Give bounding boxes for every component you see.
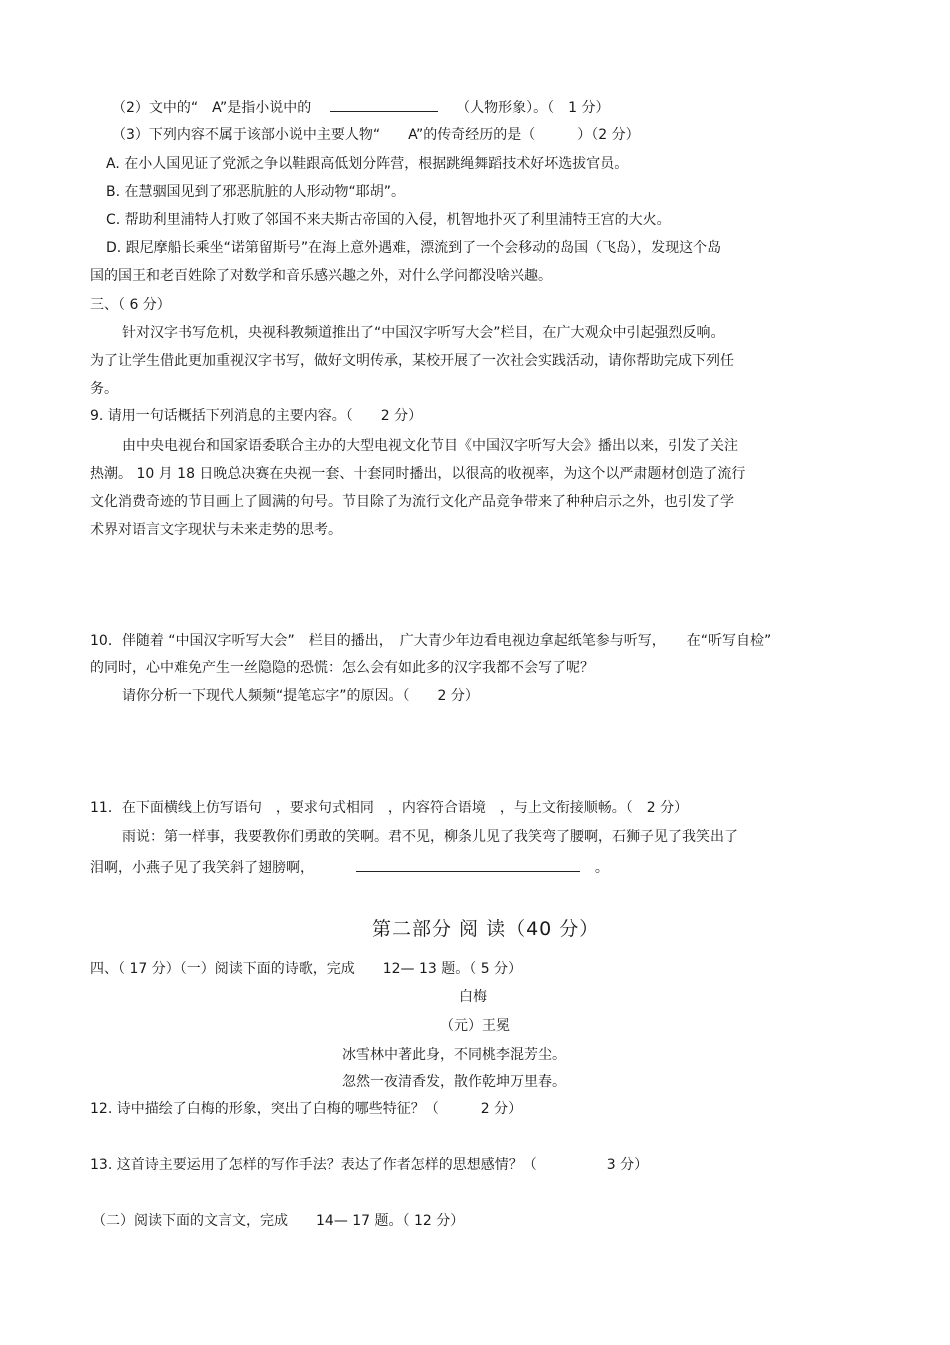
poem-line2: 忽然一夜清香发，散作乾坤万里春。 (342, 1074, 566, 1090)
section3-title: 三、（ 6 分） (90, 297, 171, 313)
q8-option-b: B. 在慧骃国见到了邪恶肮脏的人形动物“耶胡”。 (106, 184, 406, 200)
q11-title: 11．在下面横线上仿写语句 ，要求句式相同 ，内容符合语境 ，与上文衔接顺畅。（ 2 分） (90, 800, 689, 816)
q9-title: 9. 请用一句话概括下列消息的主要内容。（ 2 分） (90, 408, 423, 424)
q13-title: 13. 这首诗主要运用了怎样的写作手法？表达了作者怎样的思想感情？（ 3 分） (90, 1157, 649, 1173)
answer-blank[interactable] (330, 97, 438, 112)
section3-intro-line1: 针对汉字书写危机，央视科教频道推出了“中国汉字听写大会”栏目，在广大观众中引起强烈反响。 (122, 325, 725, 341)
q11-text-line2 (90, 857, 609, 878)
part2-heading: 第二部分 阅 读（40 分） (372, 918, 600, 940)
answer-blank[interactable] (356, 857, 580, 872)
q12-title: 12. 诗中描绘了白梅的形象，突出了白梅的哪些特征？（ 2 分） (90, 1101, 523, 1117)
q8-option-d-line1: D. 跟尼摩船长乘坐“诺第留斯号”在海上意外遇难，漂流到了一个会移动的岛国（飞岛），发现这个岛 (106, 240, 722, 256)
q8-sub2-prefix: （2）文中的“ A”是指小说中的 (112, 100, 312, 116)
q10-line3: 请你分析一下现代人频频“提笔忘字”的原因。（ 2 分） (122, 688, 479, 704)
q8-option-d-line2: 国的国王和老百姓除了对数学和音乐感兴趣之外，对什么学问都没啥兴趣。 (90, 268, 552, 284)
q11-end-punct: 。 (594, 860, 609, 876)
q11-text-line1: 雨说：第一样事，我要教你们勇敢的笑啊。君不见，柳条儿见了我笑弯了腰啊，石狮子见了我笑出了 (122, 829, 738, 845)
q8-sub3: （3）下列内容不属于该部小说中主要人物“ A”的传奇经历的是（ ）（2 分） (112, 127, 640, 143)
poem-author: （元）王冕 (440, 1018, 510, 1034)
q9-text-line1: 由中央电视台和国家语委联合主办的大型电视文化节目《中国汉字听写大会》播出以来，引发了关注 (122, 438, 738, 454)
q9-text-line4: 术界对语言文字现状与未来走势的思考。 (90, 522, 342, 538)
section3-intro-line2: 为了让学生借此更加重视汉字书写，做好文明传承，某校开展了一次社会实践活动，请你帮助完成下列任 (90, 353, 734, 369)
q8-sub2 (112, 97, 610, 118)
q9-text-line2: 热潮。 10 月 18 日晚总决赛在央视一套、十套同时播出，以很高的收视率，为这个以严肃题材创造了流行 (90, 466, 746, 482)
poem-line1: 冰雪林中著此身，不同桃李混芳尘。 (342, 1047, 566, 1063)
q8-option-a: A. 在小人国见证了党派之争以鞋跟高低划分阵营，根据跳绳舞蹈技术好坏选拔官员。 (106, 156, 629, 172)
q8-option-c: C. 帮助利里浦特人打败了邻国不来夫斯古帝国的入侵，机智地扑灭了利里浦特王宫的大火。 (106, 212, 671, 228)
section4-title: 四、（ 17 分）（一）阅读下面的诗歌，完成 12— 13 题。（ 5 分） (90, 961, 523, 977)
subsection2-title: （二）阅读下面的文言文，完成 14— 17 题。（ 12 分） (92, 1213, 465, 1229)
q11-text-line2-text: 泪啊，小燕子见了我笑斜了翅膀啊， (90, 860, 314, 876)
q9-text-line3: 文化消费奇迹的节目画上了圆满的句号。节目除了为流行文化产品竞争带来了种种启示之外，也引发了学 (90, 494, 734, 510)
q8-sub2-suffix: （人物形象）。（ 1 分） (456, 100, 610, 116)
poem-title: 白梅 (459, 989, 487, 1005)
q10-line1: 10．伴随着 “中国汉字听写大会” 栏目的播出， 广大青少年边看电视边拿起纸笔参与听写， 在“听写自检” (90, 633, 772, 649)
q10-line2: 的同时，心中难免产生一丝隐隐的恐慌：怎么会有如此多的汉字我都不会写了呢？ (90, 660, 594, 676)
section3-intro-line3: 务。 (90, 381, 118, 397)
